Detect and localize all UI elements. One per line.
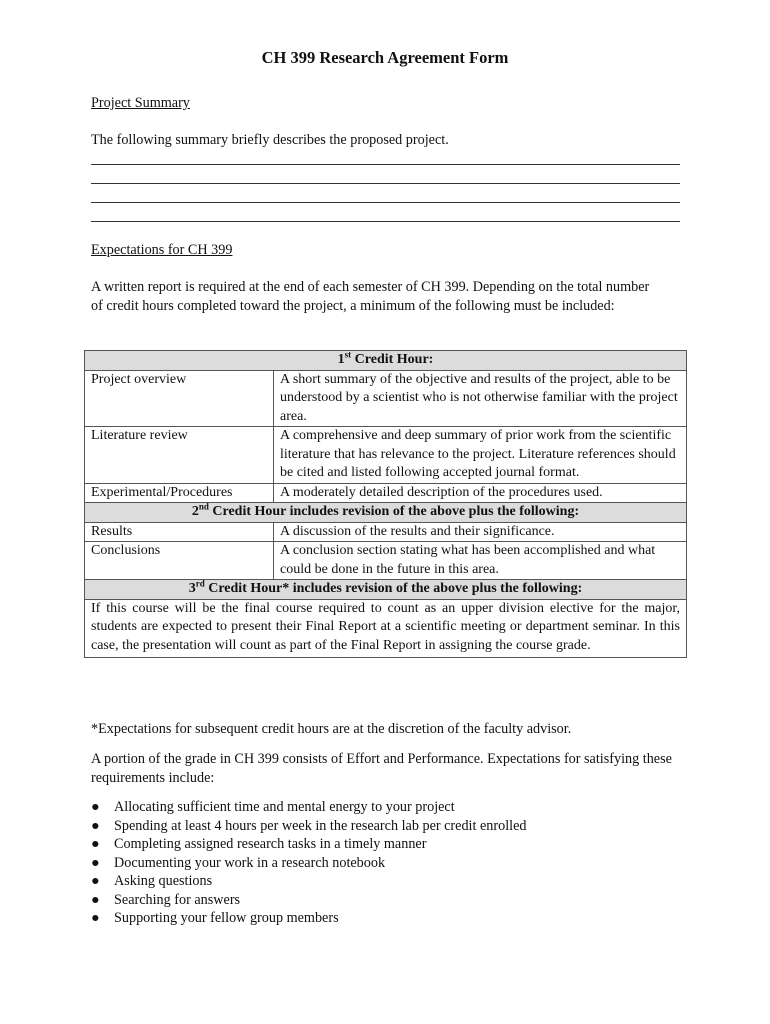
list-item bbox=[91, 909, 526, 928]
effort-expectations-list bbox=[91, 798, 526, 928]
bullet-icon: ● bbox=[91, 817, 100, 834]
bullet-icon: ● bbox=[91, 891, 100, 908]
requirement-item: Literature review bbox=[85, 427, 274, 484]
list-item bbox=[91, 854, 526, 873]
header-text: Credit Hour* includes revision of the above plus the following: bbox=[204, 581, 583, 596]
bullet-icon: ● bbox=[91, 910, 100, 926]
table-row bbox=[85, 370, 687, 427]
list-item-text: Spending at least 4 hours per week in the research lab per credit enrolled bbox=[114, 817, 527, 834]
first-credit-hour-header bbox=[85, 351, 687, 371]
header-ordinal: 1 bbox=[337, 352, 345, 367]
requirement-item: Conclusions bbox=[85, 542, 274, 580]
expectations-intro: A written report is required at the end of each semester of CH 399. Depending on the total number of credit hours completed toward the project, a minimum of the following must be included: bbox=[91, 279, 650, 314]
header-ordinal: 3 bbox=[188, 581, 196, 596]
list-item-text: Asking questions bbox=[114, 873, 213, 889]
list-item-text: Allocating sufficient time and mental energy to your project bbox=[114, 799, 455, 815]
page-title: CH 399 Research Agreement Form bbox=[261, 48, 509, 67]
table-row bbox=[85, 427, 687, 484]
table-row bbox=[85, 599, 687, 658]
credit-hour-requirements-table bbox=[84, 350, 687, 658]
third-credit-hour-header bbox=[85, 580, 687, 600]
bullet-icon: ● bbox=[91, 873, 100, 889]
list-item bbox=[91, 835, 526, 854]
requirement-description: A conclusion section stating what has been accomplished and what could be done in the future in this area. bbox=[274, 542, 687, 580]
requirement-description: A moderately detailed description of the procedures used. bbox=[274, 483, 687, 503]
list-item bbox=[91, 872, 526, 891]
header-ordinal-suffix: st bbox=[344, 349, 352, 360]
list-item-text: Searching for answers bbox=[114, 891, 241, 908]
table-row bbox=[85, 483, 687, 503]
final-report-requirement: If this course will be the final course required to count as an upper division elective for the major, students are expected to present their Final Report at a scientific meeting or department seminar. In this case, the presentation will count as part of the Final Report in assigning the course grade. bbox=[85, 599, 687, 658]
requirement-description: A comprehensive and deep summary of prior work from the scientific literature that has relevance to the project. Literature references should be cited and listed following accepted journal format. bbox=[274, 427, 687, 484]
summary-blank-line[interactable] bbox=[91, 202, 680, 203]
project-summary-intro: The following summary briefly describes the proposed project. bbox=[91, 132, 449, 148]
requirement-item: Experimental/Procedures bbox=[85, 483, 274, 503]
summary-blank-line[interactable] bbox=[91, 164, 680, 165]
summary-blank-line[interactable] bbox=[91, 221, 680, 222]
summary-blank-line[interactable] bbox=[91, 183, 680, 184]
bullet-icon: ● bbox=[91, 836, 100, 852]
header-ordinal-suffix: rd bbox=[195, 578, 205, 589]
bullet-icon: ● bbox=[91, 799, 100, 815]
header-ordinal-suffix: nd bbox=[198, 501, 209, 512]
list-item bbox=[91, 891, 526, 910]
requirement-item: Project overview bbox=[85, 370, 274, 427]
requirement-description: A discussion of the results and their significance. bbox=[274, 522, 687, 542]
list-item-text: Supporting your fellow group members bbox=[114, 910, 339, 926]
table-row bbox=[85, 542, 687, 580]
header-text: Credit Hour includes revision of the above plus the following: bbox=[208, 504, 580, 519]
bullet-icon: ● bbox=[91, 854, 100, 871]
project-summary-heading: Project Summary bbox=[91, 95, 190, 111]
second-credit-hour-header bbox=[85, 503, 687, 523]
table-row bbox=[85, 522, 687, 542]
effort-intro: A portion of the grade in CH 399 consists of Effort and Performance. Expectations for satisfying these requirements include: bbox=[91, 751, 672, 786]
requirement-description: A short summary of the objective and results of the project, able to be understood by a scientist who is not otherwise familiar with the project area. bbox=[274, 370, 687, 427]
list-item-text: Documenting your work in a research notebook bbox=[114, 854, 386, 871]
list-item-text: Completing assigned research tasks in a timely manner bbox=[114, 836, 427, 852]
footnote: *Expectations for subsequent credit hours are at the discretion of the faculty advisor. bbox=[91, 721, 572, 737]
header-text: Credit Hour: bbox=[351, 352, 434, 367]
header-ordinal: 2 bbox=[191, 504, 199, 519]
requirement-item: Results bbox=[85, 522, 274, 542]
list-item bbox=[91, 817, 526, 836]
list-item bbox=[91, 798, 526, 817]
expectations-heading: Expectations for CH 399 bbox=[91, 242, 233, 258]
